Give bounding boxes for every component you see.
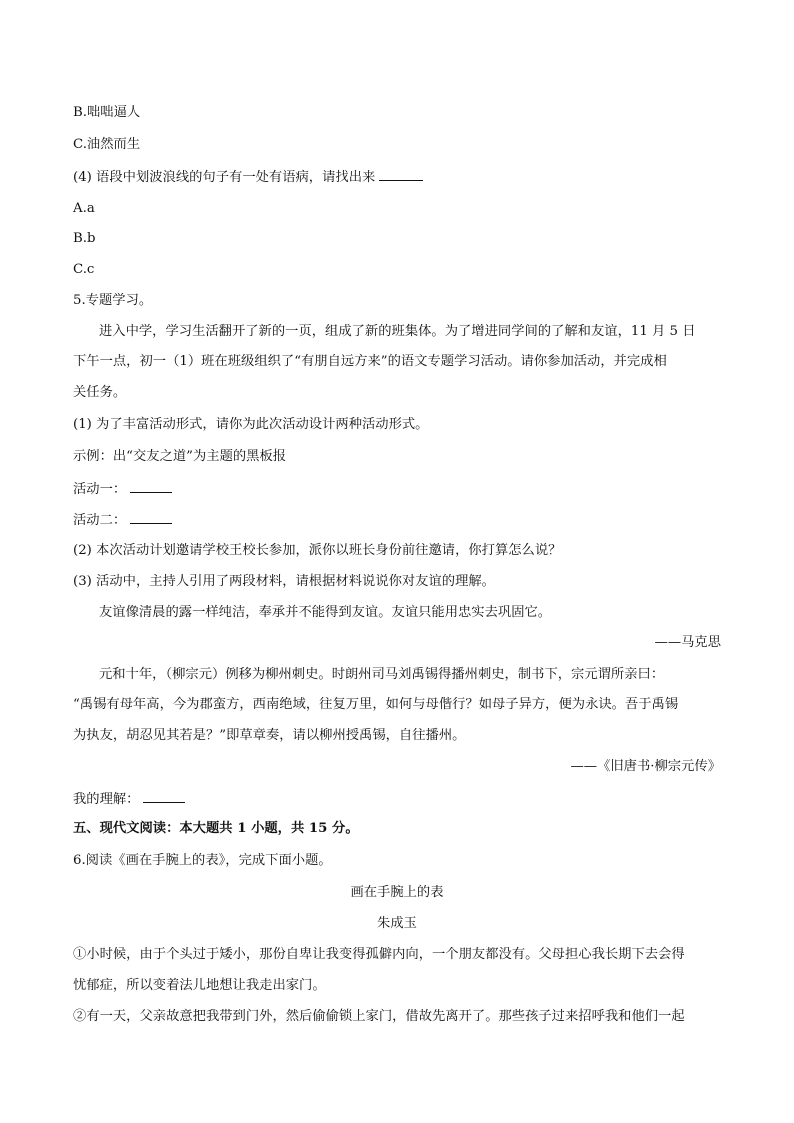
question-6-title: 6.阅读《画在手腕上的表》，完成下面小题。 <box>73 853 332 868</box>
question-5-sub-3: (3) 活动中，主持人引用了两段材料，请根据材料说说你对友谊的理解。 <box>73 574 495 589</box>
option-b: B.b <box>73 231 96 246</box>
option-c: C.c <box>73 262 95 277</box>
material-2-line-2: “禹锡有母年高，今为郡蛮方，西南绝域，往复万里，如何与母偕行？如母子异方，便为永诀。吾于禹锡 <box>73 697 679 712</box>
material-1-source: ——马克思 <box>654 635 721 650</box>
option-b-text: B.咄咄逼人 <box>73 105 141 120</box>
question-5-intro-line-3: 关任务。 <box>73 385 127 400</box>
answer-blank[interactable] <box>379 168 423 181</box>
option-a: A.a <box>73 201 95 216</box>
article-author: 朱成玉 <box>377 916 417 931</box>
activity-two-label: 活动二： <box>73 513 127 528</box>
activity-two-blank[interactable] <box>130 511 172 524</box>
activity-one-blank[interactable] <box>130 480 172 493</box>
material-1-text: 友谊像清晨的露一样纯洁，奉承并不能得到友谊。友谊只能用忠实去巩固它。 <box>99 605 552 620</box>
material-2-line-1: 元和十年，（柳宗元）例移为柳州刺史。时朗州司马刘禹锡得播州刺史，制书下，宗元谓所亲曰： <box>99 667 665 682</box>
article-title: 画在手腕上的表 <box>350 885 444 900</box>
my-understanding <box>73 790 185 809</box>
question-5-intro-line-1: 进入中学，学习生活翻开了新的一页，组成了新的班集体。为了增进同学间的了解和友谊，11 月 5 日 <box>99 324 696 339</box>
question-5-sub-1: (1) 为了丰富活动形式，请你为此次活动设计两种活动形式。 <box>73 417 429 432</box>
question-5-sub-2: (2) 本次活动计划邀请学校王校长参加，派你以班长身份前往邀请，你打算怎么说？ <box>73 543 562 558</box>
activity-two <box>73 511 172 530</box>
material-2-source: ——《旧唐书·柳宗元传》 <box>570 759 721 774</box>
material-2-line-3: 为执友，胡忍见其若是？”即草章奏，请以柳州授禹锡，自往播州。 <box>73 728 466 743</box>
article-paragraph-1-line-2: 忧郁症，所以变着法儿地想让我走出家门。 <box>73 978 326 993</box>
my-understanding-blank[interactable] <box>143 790 185 803</box>
my-understanding-label: 我的理解： <box>73 792 140 807</box>
question-5-example: 示例：出“交友之道”为主题的黑板报 <box>73 449 287 464</box>
article-paragraph-1-line-1: ①小时候，由于个头过于矮小，那份自卑让我变得孤僻内向，一个朋友都没有。父母担心我长期下去会得 <box>73 947 685 962</box>
activity-one-label: 活动一： <box>73 482 127 497</box>
question-5-title: 5.专题学习。 <box>73 293 153 308</box>
option-c-text: C.油然而生 <box>73 137 141 152</box>
section-5-heading: 五、现代文阅读：本大题共 1 小题，共 15 分。 <box>73 821 359 836</box>
activity-one <box>73 480 172 499</box>
question-5-intro-line-2: 下午一点，初一（1）班在班级组织了“有朋自远方来”的语文专题学习活动。请你参加活动，并完成相 <box>73 354 667 369</box>
article-paragraph-2-line-1: ②有一天，父亲故意把我带到门外，然后偷偷锁上家门，借故先离开了。那些孩子过来招呼我和他们一起 <box>73 1009 685 1024</box>
question-4-4-text: (4) 语段中划波浪线的句子有一处有语病，请找出来 <box>73 170 376 185</box>
question-4-4-prompt <box>73 168 423 187</box>
